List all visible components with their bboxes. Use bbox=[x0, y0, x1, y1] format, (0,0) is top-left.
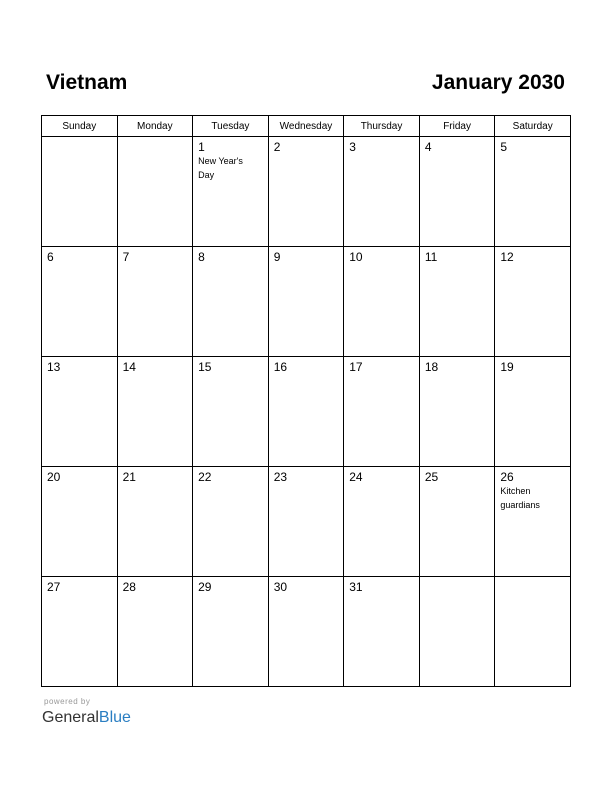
day-cell bbox=[117, 247, 193, 357]
day-cell bbox=[419, 137, 495, 247]
day-number: 30 bbox=[273, 580, 288, 594]
day-number: 3 bbox=[349, 140, 356, 154]
weekday-monday: Monday bbox=[117, 116, 193, 137]
day-cell bbox=[344, 467, 420, 577]
day-cell bbox=[268, 467, 344, 577]
weekday-wednesday: Wednesday bbox=[268, 116, 344, 137]
week-row bbox=[42, 577, 571, 687]
day-cell bbox=[268, 247, 344, 357]
day-number: 31 bbox=[349, 580, 363, 594]
day-cell bbox=[42, 357, 118, 467]
day-number: 27 bbox=[47, 580, 61, 594]
day-number: 29 bbox=[198, 580, 212, 594]
day-number: 1 bbox=[198, 140, 205, 154]
day-cell bbox=[344, 247, 420, 357]
day-number: 22 bbox=[198, 470, 212, 484]
brand-blue-text: Blue bbox=[98, 709, 131, 726]
holiday-label: New Year's Day bbox=[198, 156, 243, 180]
calendar-grid bbox=[41, 115, 571, 687]
day-cell bbox=[419, 357, 495, 467]
day-cell bbox=[344, 577, 420, 687]
day-cell bbox=[193, 137, 269, 247]
weekday-thursday: Thursday bbox=[344, 116, 420, 137]
day-cell bbox=[42, 137, 118, 247]
weekday-sunday: Sunday bbox=[42, 116, 118, 137]
day-cell bbox=[344, 357, 420, 467]
day-number: 9 bbox=[273, 250, 281, 264]
weekday-header-row bbox=[42, 116, 571, 137]
day-cell bbox=[117, 467, 193, 577]
day-cell bbox=[495, 357, 571, 467]
day-number: 28 bbox=[122, 580, 136, 594]
day-number: 20 bbox=[47, 470, 61, 484]
weekday-saturday: Saturday bbox=[495, 116, 571, 137]
day-cell bbox=[495, 577, 571, 687]
day-number: 4 bbox=[424, 140, 432, 154]
week-row bbox=[42, 467, 571, 577]
day-number: 13 bbox=[47, 360, 61, 374]
day-cell bbox=[42, 577, 118, 687]
powered-by-label: powered by bbox=[44, 697, 91, 706]
day-cell bbox=[495, 467, 571, 577]
day-cell bbox=[268, 357, 344, 467]
day-cell bbox=[193, 577, 269, 687]
day-cell bbox=[193, 357, 269, 467]
country-title: Vietnam bbox=[46, 71, 128, 94]
day-number: 17 bbox=[349, 360, 363, 374]
day-cell bbox=[419, 247, 495, 357]
day-number: 18 bbox=[424, 360, 439, 374]
day-cell bbox=[495, 247, 571, 357]
day-number: 15 bbox=[198, 360, 212, 374]
weekday-friday: Friday bbox=[419, 116, 495, 137]
day-number: 8 bbox=[198, 250, 205, 264]
month-year-title: January 2030 bbox=[431, 71, 565, 94]
day-number: 23 bbox=[273, 470, 288, 484]
generalblue-logo bbox=[42, 709, 131, 727]
day-cell bbox=[495, 137, 571, 247]
day-cell bbox=[344, 137, 420, 247]
day-number: 19 bbox=[500, 360, 514, 374]
day-cell bbox=[268, 137, 344, 247]
day-cell bbox=[117, 577, 193, 687]
day-cell bbox=[42, 247, 118, 357]
day-number: 14 bbox=[122, 360, 136, 374]
day-number: 21 bbox=[122, 470, 136, 484]
day-number: 26 bbox=[500, 470, 514, 484]
day-cell bbox=[193, 467, 269, 577]
day-number: 12 bbox=[500, 250, 514, 264]
day-cell bbox=[42, 467, 118, 577]
week-row bbox=[42, 137, 571, 247]
day-cell bbox=[268, 577, 344, 687]
week-row bbox=[42, 247, 571, 357]
day-number: 7 bbox=[122, 250, 130, 264]
day-cell bbox=[117, 357, 193, 467]
day-number: 25 bbox=[424, 470, 439, 484]
day-cell bbox=[419, 577, 495, 687]
calendar-body bbox=[42, 137, 571, 687]
day-number: 2 bbox=[273, 140, 281, 154]
holiday-label: Kitchen guardians bbox=[500, 486, 540, 510]
day-number: 10 bbox=[349, 250, 363, 264]
brand-general-text: General bbox=[42, 709, 99, 726]
day-number: 16 bbox=[273, 360, 288, 374]
day-cell bbox=[117, 137, 193, 247]
day-number: 6 bbox=[47, 250, 54, 264]
week-row bbox=[42, 357, 571, 467]
day-cell bbox=[193, 247, 269, 357]
weekday-tuesday: Tuesday bbox=[193, 116, 269, 137]
day-cell bbox=[419, 467, 495, 577]
day-number: 24 bbox=[349, 470, 363, 484]
day-number: 11 bbox=[424, 250, 438, 264]
day-number: 5 bbox=[500, 140, 508, 154]
